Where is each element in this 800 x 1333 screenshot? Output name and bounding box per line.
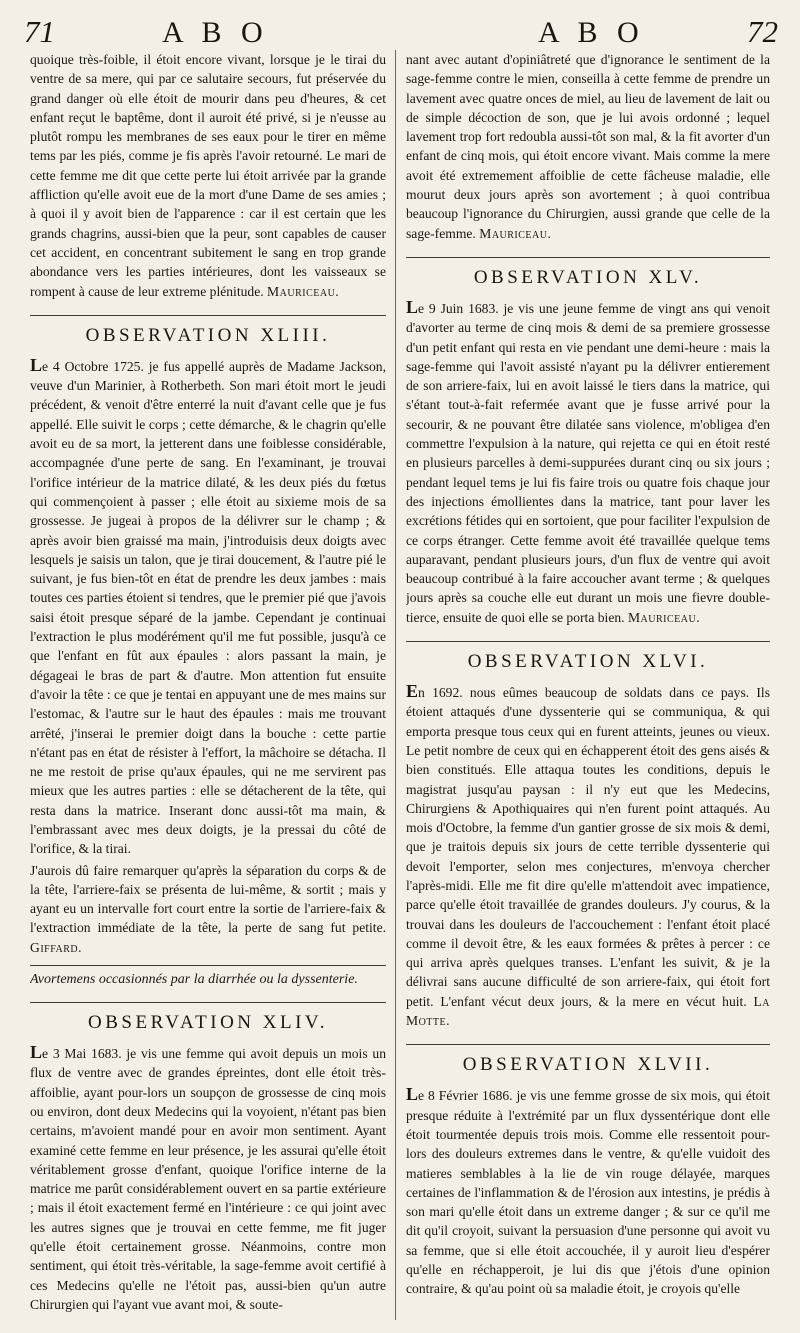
- drop-letter: E: [406, 681, 419, 702]
- signature-giffard: Giffard.: [30, 939, 83, 955]
- right-running-head: A B O: [538, 16, 645, 49]
- observation-44-continuation-text: nant avec autant d'opiniâtreté que d'ignorance le sentiment de la sage-femme contre le mien, conseilla à cette femme de prendre un lavement avec quatre onces de miel, au lieu de lavement de lait ou de simple décoction de son, que je lui avois ordonné ; lequel lavement trop fort redoubla aussi-tôt son mal, & la fit avorter d'un enfant de cinq mois, qui étoit encore vivant. Mais comme la mere avoit été extremement affoiblie de cette fâcheuse maladie, elle mourut deux jours après son avortement ; à quoi contribua beaucoup l'ignorance du Chirurgien, aussi grande que celle de la sage-femme.: [406, 52, 770, 241]
- observation-45-text: e 9 Juin 1683. je vis une jeune femme de vingt ans qui venoit d'avorter au terme de cinq mois & demi de sa premiere grossesse d'un petit enfant qui resta en vie pendant une demi-heure : mais la sage-femme qui l'avoit assisté n'ayant pu la délivrer entierement de son arriere-faix, lui en avoit laissé le tiers dans la matrice, qui s'étant tout-à-fait refermée avant que je fusse arrivé pour la secourir, & ne pouvant être dilatée sans violence, m'obligea d'en commettre l'expulsion à la nature, qui rejetta ce qui en étoit resté en plusieurs parcelles à demi-suppurées durant cinq ou six jours ; pendant lequel tems je lui fis faire trois ou quatre fois chaque jour des injections émollientes dans la matrice, tant pour laver les excrétions fétides qui en sortoient, que pour faciliter l'expulsion de ce corps étranger. Cette femme avoit été travaillée quelque tems auparavant, pendant plusieurs jours, d'un flux de ventre qui avoit beaucoup contribué à la faire accoucher avant terme ; & quelques jours après sa couche elle eut durant un mois une fievre double-tierce, ensuite de quoi elle se porta bien.: [406, 300, 770, 625]
- column-divider: [395, 50, 396, 1320]
- drop-letter: L: [30, 1042, 43, 1063]
- observation-46-text: n 1692. nous eûmes beaucoup de soldats dans ce pays. Ils étoient attaqués d'une dyssenterie qui se communiqua, & qui emporta presque tous ceux qui en furent atteints, jeunes ou vieux. Le petit nombre de ceux qui en échapperent étoit des gens aisés & bien constitués. Elle attaqua toutes les conditions, depuis le magistrat jusqu'au paysan : il n'y eut que les Medecins, Chirurgiens & Apothiquaires qui n'en furent point attaqués. Au mois d'Octobre, la femme d'un gantier grosse de six mois & demi, que je traitois depuis six jours de cette terrible dyssenterie qui devoit l'emporter, selon mes conjectures, m'envoya chercher l'après-midi. Elle me fit dire qu'elle m'attendoit avec impatience, parce qu'elle étoit travaillée de grandes douleurs. J'y courus, & la trouvai dans les douleurs de l'accouchement : l'enfant étoit placé comme il devoit être, & les eaux formées & prêtes à percer : ce qui arriva après quelques transes. L'enfant les suivit, & je la délivrai sans aucune difficulté de son arriere-faix, qui étoit fort petit. L'enfant vécut deux jours, & la mere en vécut huit.: [406, 685, 770, 1009]
- signature-mauriceau: Mauriceau.: [267, 283, 340, 299]
- observation-46-paragraph: [406, 682, 770, 1030]
- observation-44-paragraph: [30, 1043, 386, 1314]
- observation-47-text: e 8 Février 1686. je vis une femme grosse de six mois, qui étoit presque réduite à l'extrémité par un flux dyssentérique dont elle étoit tourmentée depuis trois mois. Comme elle ressentoit pour-lors des douleurs extremes dans le ventre, & qu'elle vuidoit des matieres semblables à la lie de vin rouge délayée, marques certaines de l'inflammation & de l'érosion aux intestins, je prédis à son mari qu'elle étoit dans un extreme danger ; & sur ce qu'il me dit qu'il croyoit, suivant la persuasion d'une personne qui avoit vu sa femme, que si elle étoit accouchée, il y auroit lieu d'espérer qu'elle en réchapperoit, je lui dis que j'étois d'une opinion contraire, & qu'au point où sa maladie étoit, je croyois qu'elle: [406, 1088, 770, 1297]
- drop-letter: L: [406, 1084, 419, 1105]
- continuation-paragraph: [30, 50, 386, 301]
- left-column: [30, 50, 386, 1316]
- signature-la-motte: La Motte.: [406, 993, 770, 1029]
- observation-45-paragraph: [406, 298, 770, 627]
- observation-44-title: OBSERVATION XLIV.: [30, 1002, 386, 1034]
- observation-44-continuation: [406, 50, 770, 243]
- section-heading: Avortemens occasionnés par la diarrhée ou la dyssenterie.: [30, 965, 386, 988]
- observation-43-paragraph-1: [30, 356, 386, 859]
- signature-mauriceau: Mauriceau.: [479, 225, 552, 241]
- observation-47-paragraph: [406, 1085, 770, 1298]
- observation-47-title: OBSERVATION XLVII.: [406, 1044, 770, 1076]
- continuation-text: quoique très-foible, il étoit encore vivant, lorsque je le tirai du ventre de sa mere, qui par ce salutaire secours, fut préservée du grand danger où elle étoit de mourir dans peu d'heures, & cet enfant reçut le baptême, dont il auroit été privé, si je n'eusse au plutôt rompu les membranes de ses eaux pour le tirer en même tems par les piés, comme je fis après l'avoir retourné. Le mari de cette femme me dit que cette perte lui étoit arrivée par la grande affliction qu'elle avoit eue de la mort d'une Dame de ses amies ; à quoi il y avoit bien de l'apparence : car il est certain que les grands chagrins, aussi-bien que la peur, sont capables de causer cet accident, en concentrant subitement le sang en trop grande abondance vers les parties intérieures, dont les vaisseaux se rompent à cause de leur extreme plénitude.: [30, 52, 386, 299]
- observation-43-paragraph-2: [30, 861, 386, 957]
- observation-45-title: OBSERVATION XLV.: [406, 257, 770, 289]
- left-page-number: 71: [24, 14, 55, 49]
- signature-mauriceau: Mauriceau.: [627, 609, 701, 625]
- drop-letter: L: [30, 354, 43, 375]
- drop-letter: L: [406, 296, 419, 317]
- right-page-number: 72: [747, 14, 778, 49]
- left-running-head: A B O: [162, 16, 269, 49]
- observation-43-text: e 4 Octobre 1725. je fus appellé auprès de Madame Jackson, veuve d'un Marinier, à Rotherbeth. Son mari étoit mort le jeudi précédent, & venoit d'être enterré la nuit d'avant celle que je fus appellé. Elle suivit le corps ; cette démarche, & le chagrin qu'elle avoit eu de sa mort, la jetterent dans une foiblesse considérable, accompagnée d'une perte de sang. En l'examinant, je trouvai l'orifice intérieur de la matrice dilaté, & les deux piés du fœtus qui commençoient à passer ; elle étoit au sixieme mois de sa grossesse. Je jugeai à propos de la délivrer sur le champ ; & après avoir bien graissé ma main, j'introduisis deux doigts avec lesquels je saisis un talon, que je tirai doucement, & l'autre pié le suivant, je fus bien-tôt en état de prendre les deux jambes : mais toutes ces parties étoient si tendres, que le premier pié que j'avois saisi étoit presque séparé de la jambe. Cependant je continuai l'extraction le plus modérément qu'il me fut possible, jusqu'à ce que l'enfant en fût aux épaules : alors passant la main, je dégageai le bras de part & d'autre. Mon attention fut ensuite d'avoir la tête : ce que je tentai en appuyant une de mes mains sur l'estomac, & l'autre sur le haut des épaules : mais me trouvant arrêté, j'inserai le premier doigt dans la bouche : cette partie n'étant pas en état de résister à l'effort, la mâchoire se détacha. Il ne me restoit de prise qu'aux épaules, qui ne me servirent pas mieux que les autres parties : elle se détacherent de la tête, qui resta dans la matrice. Inserant donc aussi-tôt ma main, & l'embrassant avec mes deux doigts, je la pressai du côté de l'orifice, & la tirai.: [30, 358, 386, 857]
- observation-44-text: e 3 Mai 1683. je vis une femme qui avoit depuis un mois un flux de ventre avec de grandes épreintes, dont elle étoit très-affoiblie, ayant pour-lors un soupçon de grossesse de cinq mois ou environ, dont deux Medecins qui la voyoient, n'étant pas bien certains, m'avoient mandé pour en avoir mon sentiment. Ayant examiné cette femme en leur présence, je les assurai qu'elle étoit véritablement grosse d'enfant, quoique l'orifice interne de la matrice me parût considérablement ouvert en sa partie extérieure ; mais il étoit exactement fermé en l'intérieure : ce qui joint avec les autres signes que je trouvai en cette femme, me fit juger qu'elle étoit certainement grosse. Néanmoins, contre mon sentiment, qui étoit très-véritable, la sage-femme avoit certifié à ces Medecins qu'elle ne l'étoit pas, aussi-bien qu'un autre Chirurgien qui l'ayant vue avant moi, & soute-: [30, 1046, 386, 1312]
- observation-46-title: OBSERVATION XLVI.: [406, 641, 770, 673]
- observation-43-title: OBSERVATION XLIII.: [30, 315, 386, 347]
- right-column: [406, 50, 770, 1301]
- observation-43-text-2: J'aurois dû faire remarquer qu'après la séparation du corps & de la tête, l'arriere-faix se présenta de lui-même, & sortit ; mais y ayant eu un intervalle fort court entre la sortie de l'arriere-faix & l'extraction immédiate de la tête, la perte de sang fut petite.: [30, 862, 386, 936]
